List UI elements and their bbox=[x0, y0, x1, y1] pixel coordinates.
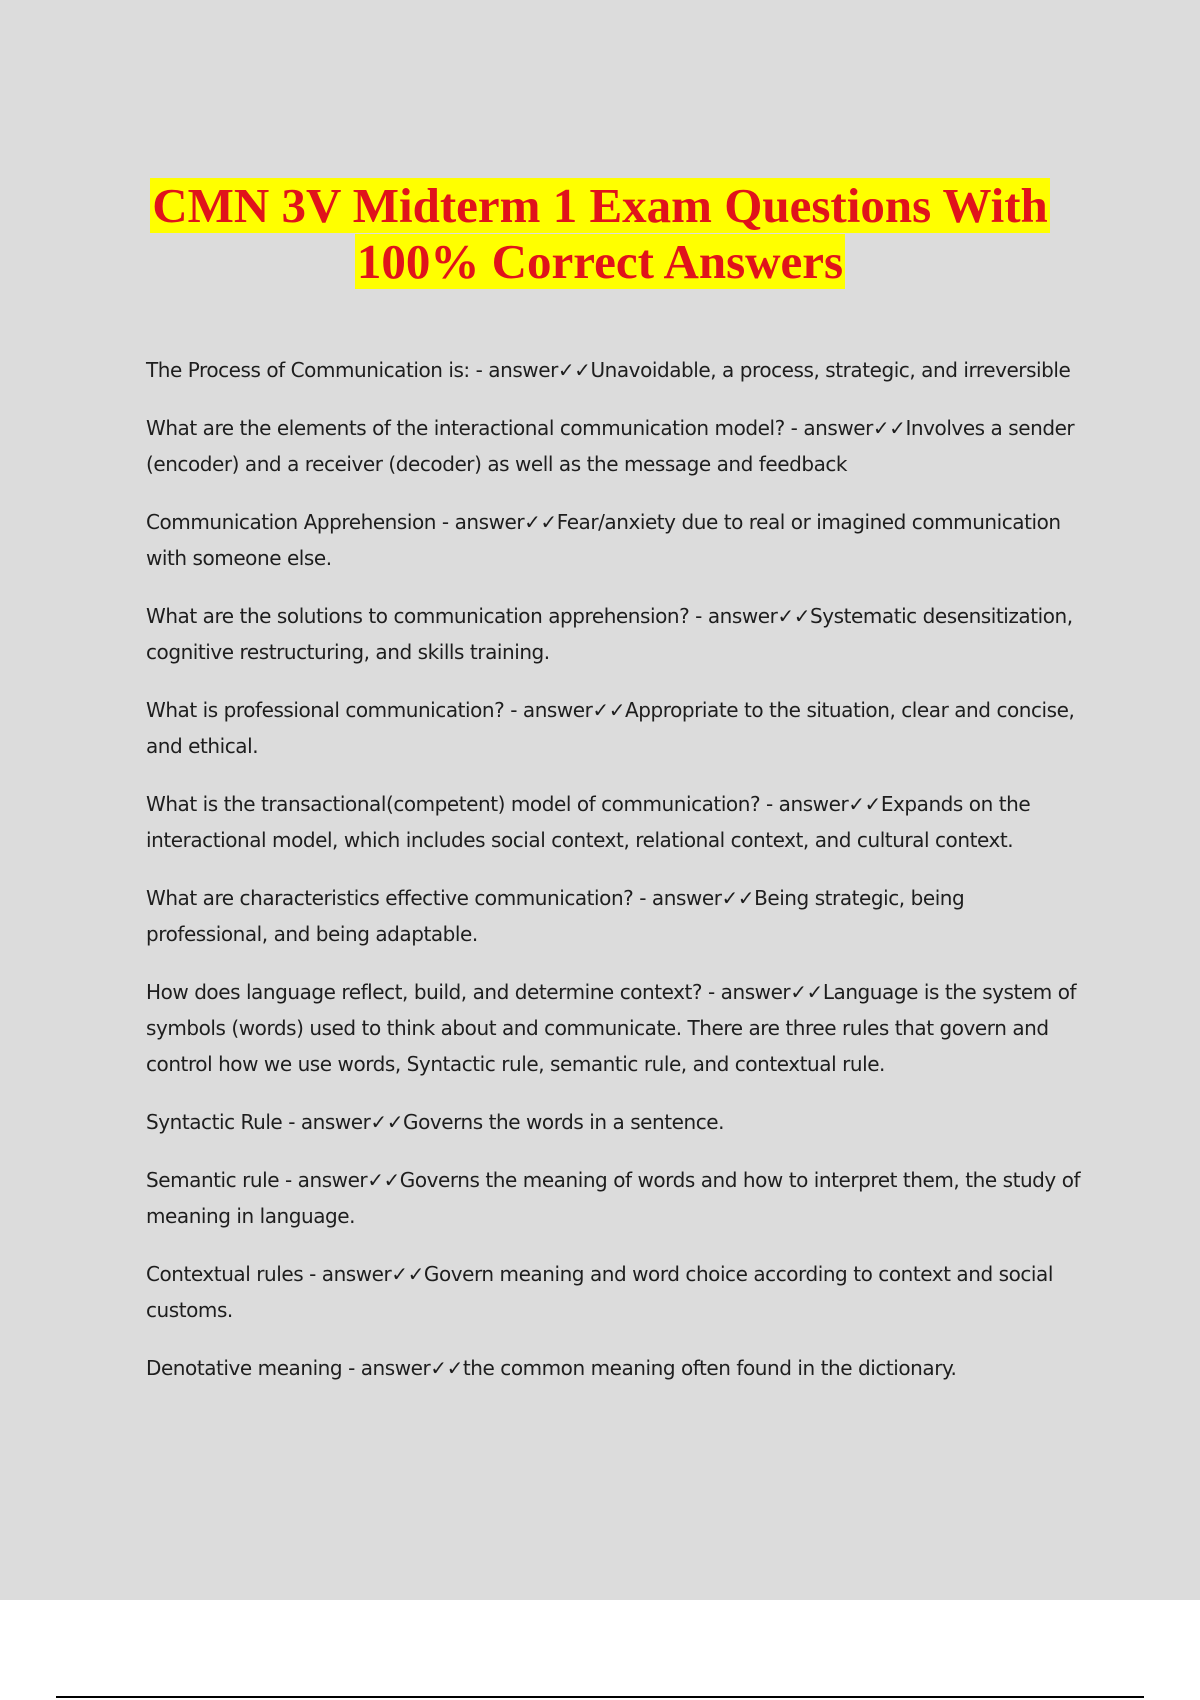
qa-entry: Contextual rules - answer✓✓Govern meaning and word choice according to context and social customs. bbox=[146, 1262, 1053, 1322]
qa-entry: Semantic rule - answer✓✓Governs the meaning of words and how to interpret them, the study of meaning in language. bbox=[146, 1168, 1081, 1228]
title-line-2: 100% Correct Answers bbox=[356, 234, 844, 289]
qa-list bbox=[146, 352, 1086, 1408]
qa-entry: The Process of Communication is: - answer✓✓Unavoidable, a process, strategic, and irreversible bbox=[146, 358, 1071, 382]
qa-entry: How does language reflect, build, and determine context? - answer✓✓Language is the system of symbols (words) used to think about and communicate. There are three rules that govern and control how we use words, Syntactic rule, semantic rule, and contextual rule. bbox=[146, 980, 1077, 1076]
title-line-1: CMN 3V Midterm 1 Exam Questions With bbox=[152, 178, 1048, 233]
document-title bbox=[0, 178, 1200, 290]
qa-entry: What is the transactional(competent) model of communication? - answer✓✓Expands on the interactional model, which includes social context, relational context, and cultural context. bbox=[146, 792, 1031, 852]
qa-entry: What are the elements of the interactional communication model? - answer✓✓Involves a sender (encoder) and a receiver (decoder) as well as the message and feedback bbox=[146, 416, 1075, 476]
qa-entry: Communication Apprehension - answer✓✓Fear/anxiety due to real or imagined communication with someone else. bbox=[146, 510, 1061, 570]
qa-entry: Denotative meaning - answer✓✓the common meaning often found in the dictionary. bbox=[146, 1356, 957, 1380]
qa-entry: Syntactic Rule - answer✓✓Governs the words in a sentence. bbox=[146, 1110, 725, 1134]
qa-entry: What is professional communication? - answer✓✓Appropriate to the situation, clear and concise, and ethical. bbox=[146, 698, 1075, 758]
qa-entry: What are the solutions to communication apprehension? - answer✓✓Systematic desensitization, cognitive restructuring, and skills training. bbox=[146, 604, 1073, 664]
qa-entry: What are characteristics effective communication? - answer✓✓Being strategic, being professional, and being adaptable. bbox=[146, 886, 965, 946]
footer-divider bbox=[56, 1696, 1144, 1698]
